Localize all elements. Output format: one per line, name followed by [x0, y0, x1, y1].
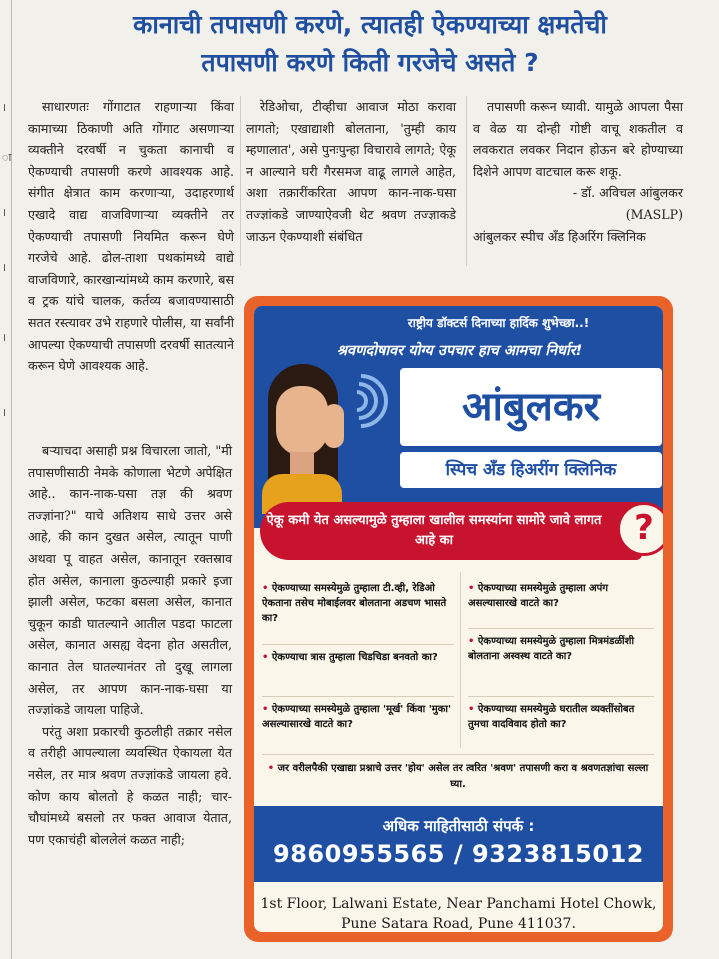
bullet-icon: •	[468, 583, 475, 594]
ad-greeting: राष्ट्रीय डॉक्टर्स दिनाच्या हार्दिक शुभेच्छा..!	[407, 316, 590, 330]
symptom-item: • ऐकण्याच्या समस्येमुळे तुम्हाला मित्रमंडळींशी बोलताना अस्वस्थ वाटते का?	[468, 628, 654, 664]
sound-waves-icon	[346, 376, 394, 436]
clinic-address	[254, 894, 663, 932]
contact-phone-numbers: 9860955565 / 9323815012	[273, 840, 644, 868]
column-divider	[466, 96, 467, 266]
bullet-icon: •	[262, 652, 269, 663]
article-paragraph: रेडिओचा, टीव्हीचा आवाज मोठा करावा लागतो; एखाद्याशी बोलताना, 'तुम्ही काय म्हणालात', असे पुनःपुन्हा विचारावे लागते; ऐकू न आल्याने घरी गैरसमज वाढू लागले आहेत, अशा तक्रारींकरिता आपण कान-नाक-घसा तज्ज्ञांकडे जाण्याऐवजी थेट श्रवण तज्ज्ञाकडे जाऊन ऐकण्याशी संबंधित	[246, 99, 456, 244]
headline-line-1: कानाची तपासणी करणे, त्यातही ऐकण्याच्या क्षमतेची	[133, 10, 607, 39]
ad-header-panel	[254, 306, 663, 528]
bullet-icon: •	[262, 704, 269, 715]
symptom-item: • ऐकण्याच्या समस्येमुळे तुम्हाला टी.व्ही, रेडिओ ऐकताना तसेच मोबाईलवर बोलताना अडचण भासते का?	[262, 583, 447, 624]
ad-clinic-name: स्पिच अँड हिअरींग क्लिनिक	[400, 452, 662, 488]
symptom-divider	[460, 572, 461, 748]
symptom-item: • ऐकण्याच्या समस्येमुळे तुम्हाला 'मूर्ख' किंवा 'मुका' असल्यासारखे वाटते का?	[262, 696, 454, 732]
symptom-item: • ऐकण्याच्या समस्येमुळे घरातील व्यक्तींसोबत तुमचा वादविवाद होतो का?	[468, 696, 654, 732]
article-column-1	[28, 96, 234, 377]
ad-tagline: श्रवणदोषावर योग्य उपचार हाच आमचा निर्धार!	[336, 343, 583, 359]
symptom-item: • ऐकण्याचा त्रास तुम्हाला चिडचिडा बनवतो का?	[262, 644, 454, 665]
bullet-icon: •	[262, 583, 269, 594]
ad-advice-note: • जर वरीलपैकी एखाद्या प्रश्नाचे उत्तर 'होय' असेल तर त्वरित 'श्रवण' तपासणी करा व श्रवणतज्ञांचा सल्ला घ्या.	[262, 754, 654, 793]
article-paragraph: बऱ्याचदा असाही प्रश्न विचारला जातो, "मी तपासणीसाठी नेमके कोणाला भेटणे अपेक्षित आहे.. कान-नाक-घसा तज्ञ की श्रवण तज्ज्ञांना?" याचे अतिशय साधे उत्तर असे आहे, की कान दुखत असेल, त्यातून पाणी अथवा पू वाहत असेल, कानातून रक्तस्राव होत असेल, कानाला कुठल्याही प्रकारे इजा झाली असेल, फटका बसला असेल, कानात चुकून काडी घातल्याने आतील पडदा फाटला असेल, कानात असह्य वेदना होत असतील, कानात तेल घातल्यानंतर तो दुखू लागला असेल, तर आपण कान-नाक-घसा या तज्ज्ञांकडे जायला पाहिजे.	[28, 443, 232, 718]
article-column-2	[246, 96, 456, 247]
address-line-2: Pune Satara Road, Pune 411037.	[341, 916, 576, 932]
author-name: - डॉ. अविचल आंबुलकर	[572, 185, 683, 201]
symptom-list	[262, 572, 654, 748]
symptom-item: • ऐकण्याच्या समस्येमुळे तुम्हाला अपंग असल्यासारखे वाटते का?	[468, 583, 608, 609]
adjacent-column-edge: । ा । । । ।	[0, 0, 12, 959]
clinic-advertisement	[244, 296, 673, 942]
address-line-1: 1st Floor, Lalwani Estate, Near Panchami Hotel Chowk,	[260, 896, 657, 912]
author-organization: आंबुलकर स्पीच अँड हिअरिंग क्लिनिक	[473, 228, 646, 244]
woman-listening-illustration	[262, 364, 342, 514]
article-headline	[40, 6, 700, 82]
column-divider	[240, 96, 241, 266]
ad-brand-name: आंबुलकर	[400, 368, 662, 446]
ad-contact-panel	[254, 806, 663, 882]
bullet-icon: •	[267, 763, 275, 774]
article-paragraph: तपासणी करून घ्यावी. यामुळे आपला पैसा व वेळ या दोन्ही गोष्टी वाचू शकतील व लवकरात लवकर निदान होऊन बरे होण्याच्या दिशेने आपण वाटचाल करू शकू.	[473, 99, 683, 179]
headline-line-2: तपासणी करणे किती गरजेचे असते ?	[201, 48, 539, 77]
article-column-3	[473, 96, 683, 247]
question-mark-icon: ?	[617, 502, 663, 556]
contact-label: अधिक माहितीसाठी संपर्क :	[382, 817, 535, 835]
article-paragraph: परंतु अशा प्रकारची कुठलीही तक्रार नसेल व तरीही आपल्याला व्यवस्थित ऐकायला येत नसेल, तर मात्र श्रवण तज्ज्ञांकडे जायला हवे. कोण काय बोलतो हे कळत नाही; चार-चौघांमध्ये बसलो तर फक्त आवाज येतात, पण एकाचंही बोललेलं कळत नाही;	[28, 723, 232, 847]
ad-question-banner: ऐकू कमी येत असल्यामुळे तुम्हाला खालील समस्यांना सामोरे जावे लागत आहे का	[260, 502, 642, 560]
author-credential: (MASLP)	[625, 206, 683, 222]
article-paragraph: साधारणतः गोंगाटात राहणाऱ्या किंवा कामाच्या ठिकाणी अति गोंगाट असणाऱ्या व्यक्तीने दरवर्षी न चुकता कानाची व ऐकण्याची तपासणी करणे आवश्यक आहे. संगीत क्षेत्रात काम करणाऱ्या, उदाहरणार्थ एखादे वाद्य वाजविणाऱ्या व्यक्तीने तर ऐकण्याची तपासणी नियमित करून घेणे गरजेचे आहे. ढोल-ताशा पथकांमध्ये वाद्ये वाजविणारे, कारखान्यांमध्ये काम करणारे, बस व ट्रक यांचे चालक, कर्तव्य बजावण्यासाठी सतत रस्त्यावर उभे राहणारे पोलीस, या सर्वांनी आपल्या ऐकण्याची तपासणी दरवर्षी सातत्याने करून घेणे आवश्यक आहे.	[28, 99, 235, 374]
bullet-icon: •	[468, 704, 475, 715]
bullet-icon: •	[468, 636, 475, 647]
article-column-1-lower	[28, 440, 232, 850]
